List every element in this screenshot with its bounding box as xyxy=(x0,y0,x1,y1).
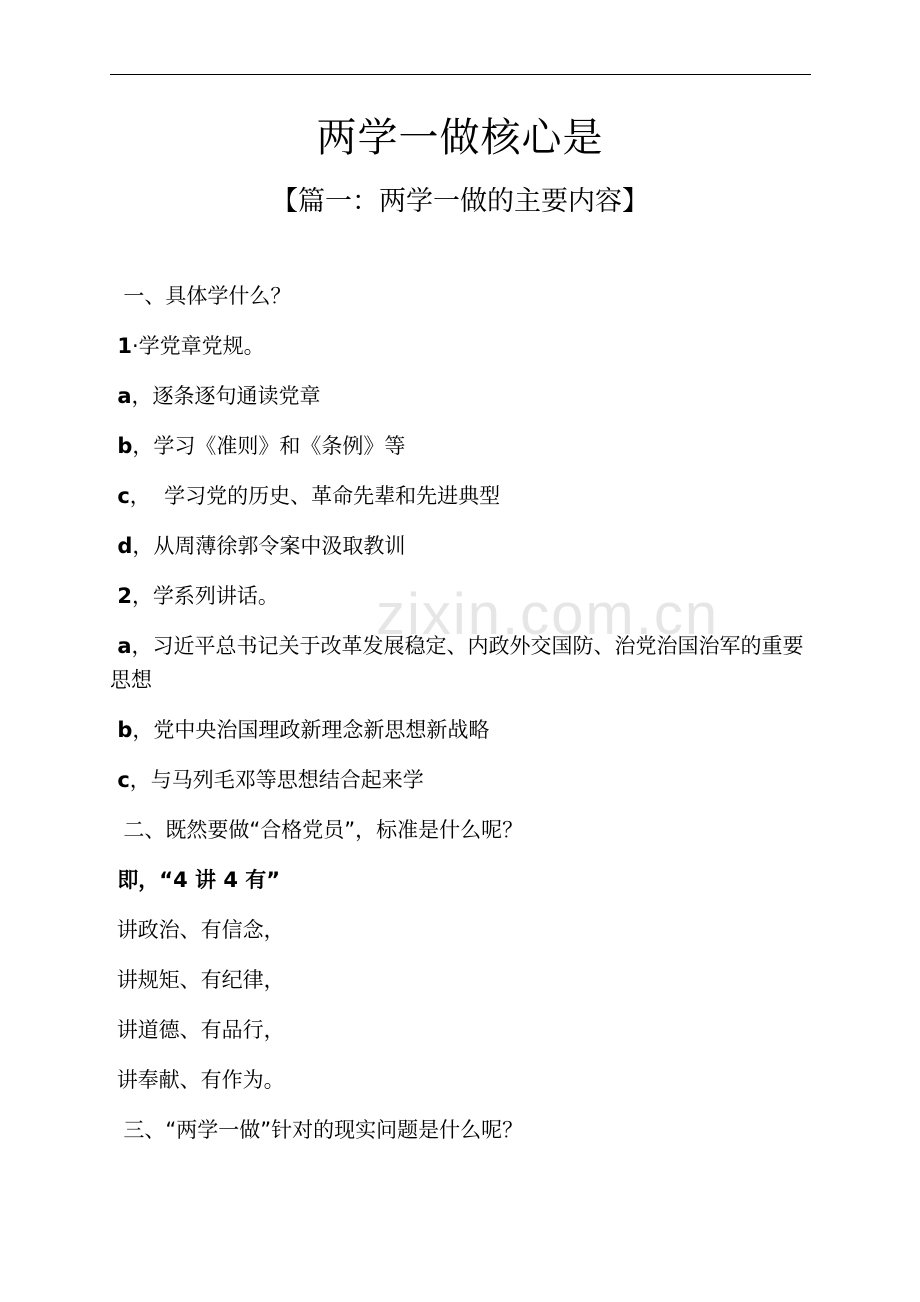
section-heading-3: 三、“两学一做”针对的现实问题是什么呢？ xyxy=(110,1118,524,1142)
document-title: 两学一做核心是 xyxy=(316,115,604,161)
header-rule xyxy=(110,74,811,75)
document-subtitle: 【篇一：两学一做的主要内容】 xyxy=(271,186,649,217)
section-heading-1: 一、具体学什么？ xyxy=(110,284,292,308)
section-heading-2: 二、既然要做“合格党员”，标准是什么呢？ xyxy=(110,818,524,842)
item-2b: b，党中央治国理政新理念新思想新战略 xyxy=(110,718,490,742)
item-1d: d，从周薄徐郭令案中汲取教训 xyxy=(110,534,406,558)
item-1b: b，学习《准则》和《条例》等 xyxy=(110,434,406,458)
item-1c: c， 学习党的历史、革命先辈和先进典型 xyxy=(110,484,501,508)
standard-line-3: 讲道德、有品行， xyxy=(110,1018,285,1042)
watermark: zixin.com.cn xyxy=(376,582,720,647)
standard-summary: 即，“4 讲 4 有” xyxy=(110,868,281,892)
standard-line-1: 讲政治、有信念， xyxy=(110,918,285,942)
item-1: 1·学党章党规。 xyxy=(110,334,265,358)
item-2c: c，与马列毛邓等思想结合起来学 xyxy=(110,768,424,792)
item-2a: a，习近平总书记关于改革发展稳定、内政外交国防、治党治国治军的重要思想 xyxy=(110,634,804,692)
standard-line-4: 讲奉献、有作为。 xyxy=(110,1068,285,1092)
item-2: 2，学系列讲话。 xyxy=(110,584,279,608)
standard-line-2: 讲规矩、有纪律， xyxy=(110,968,285,992)
item-1a: a，逐条逐句通读党章 xyxy=(110,384,321,408)
